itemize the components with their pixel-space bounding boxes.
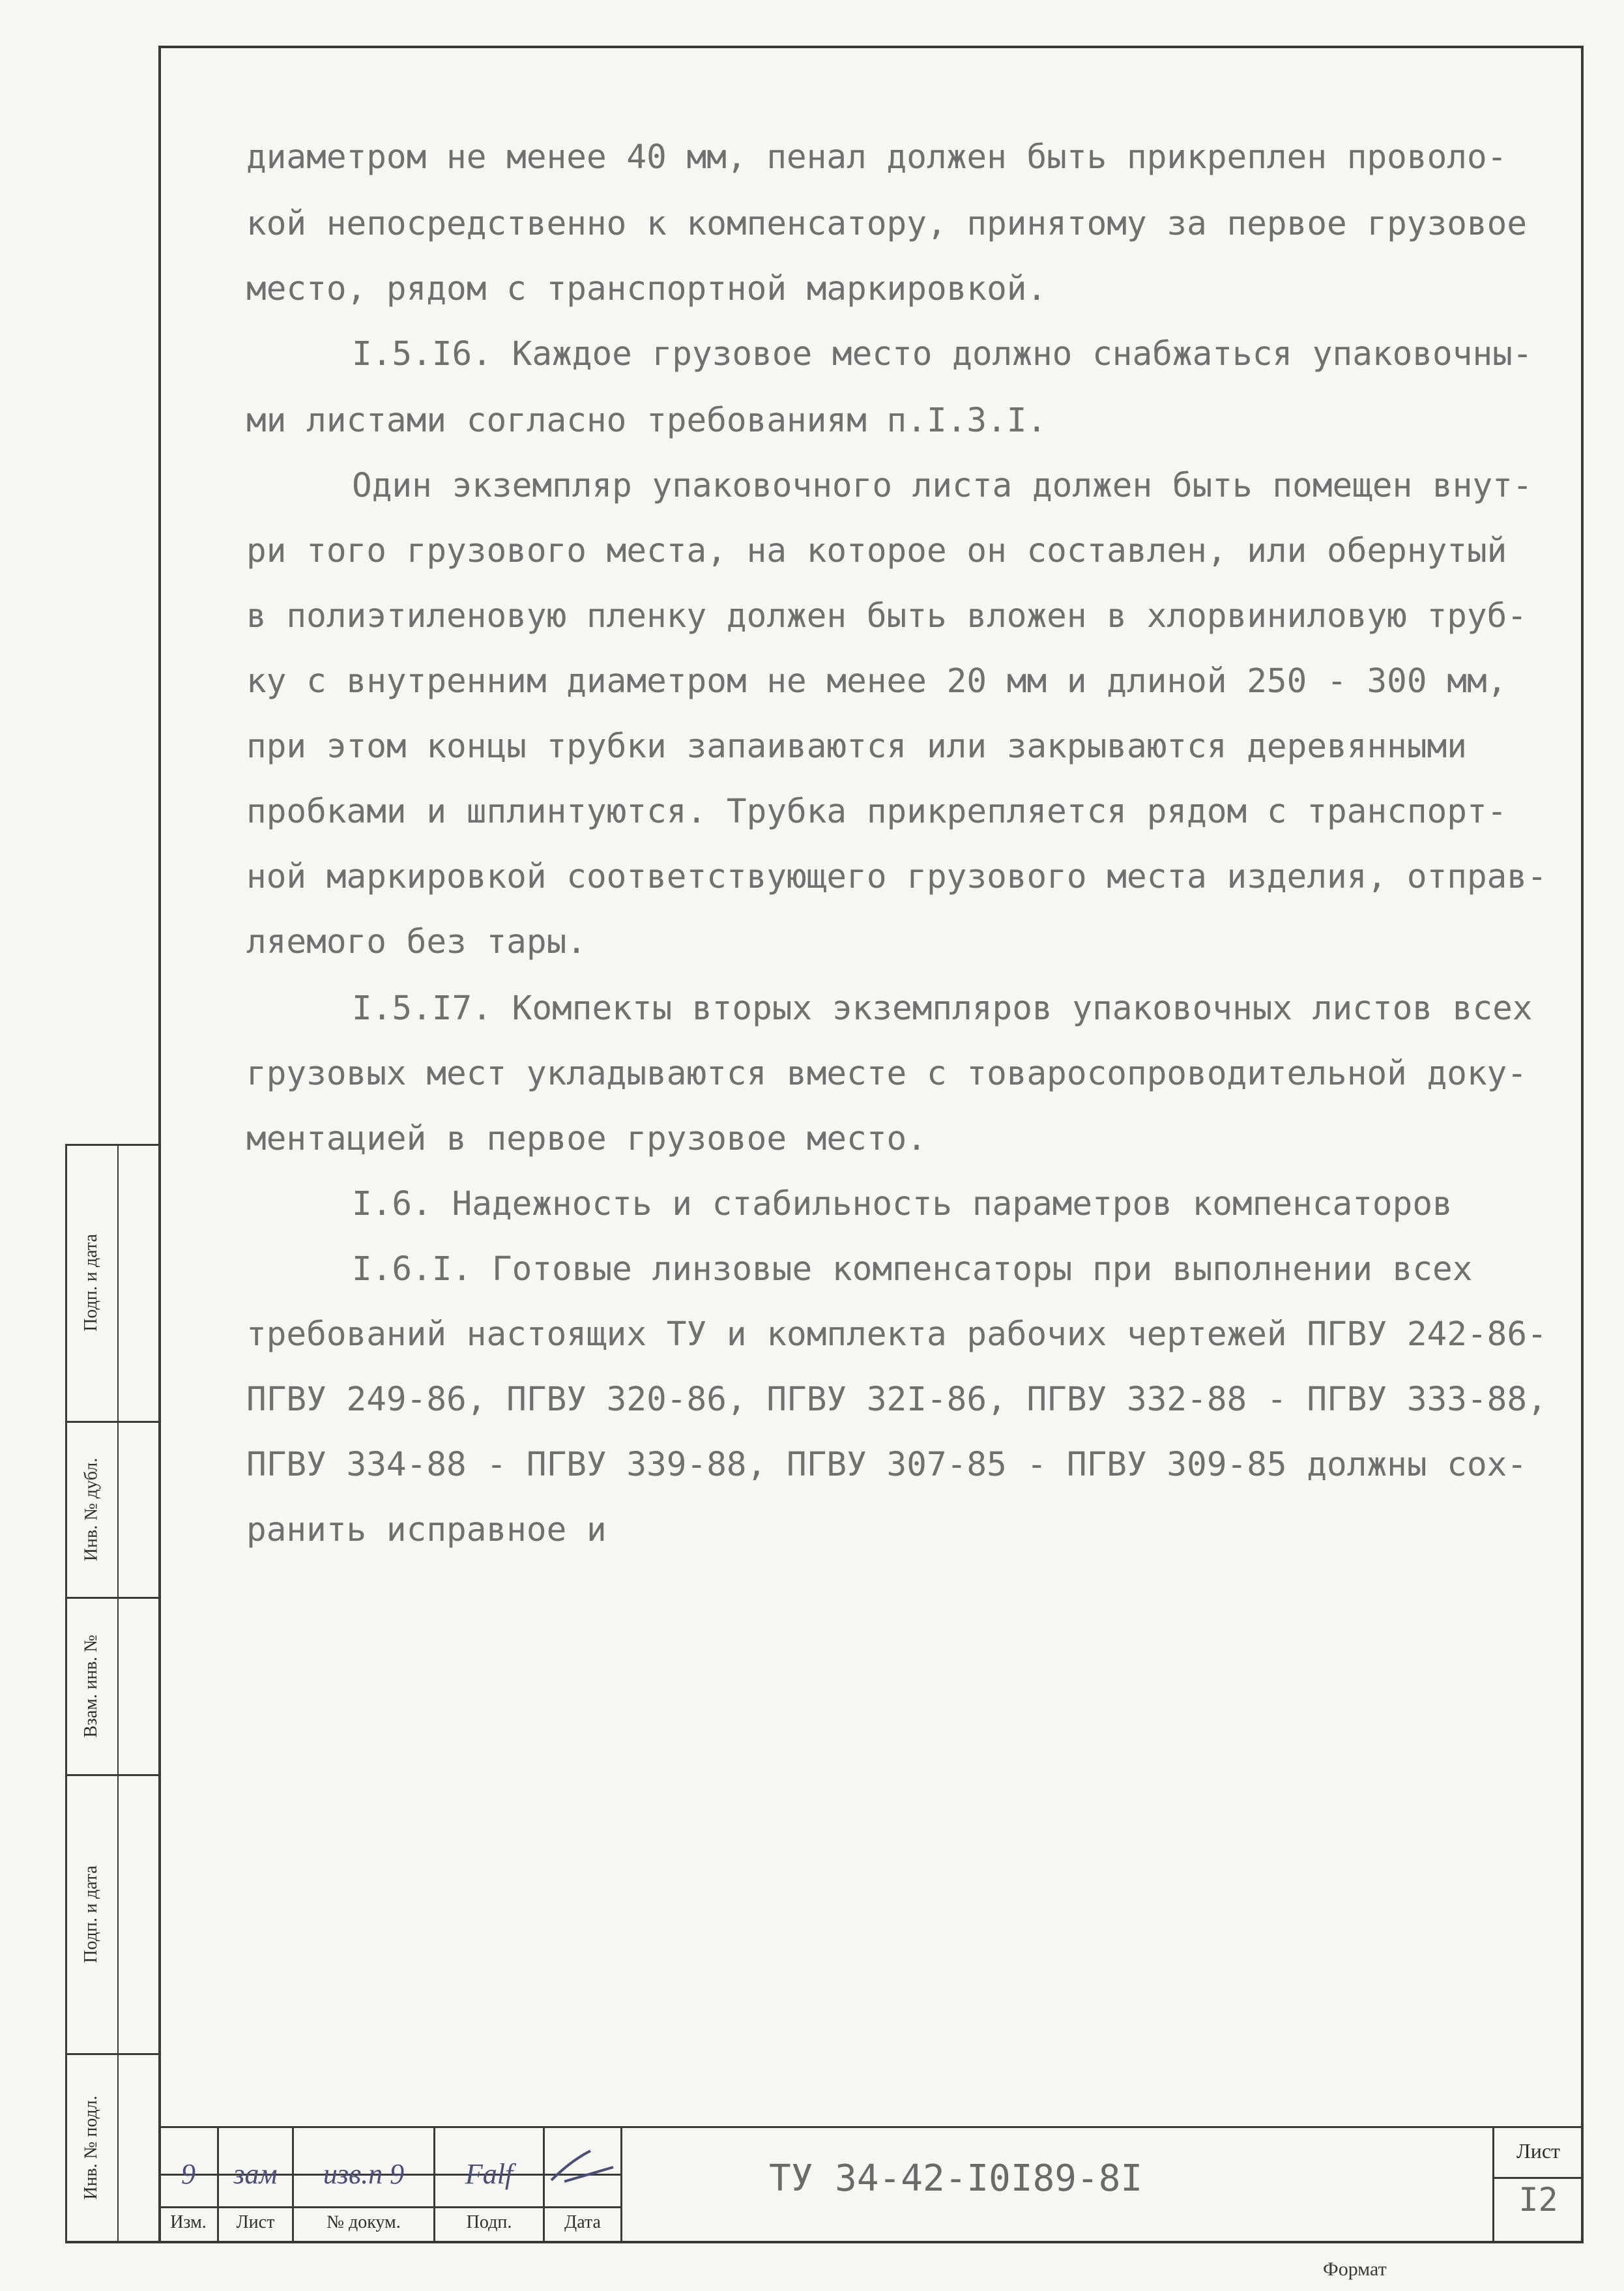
stamp-sign-list: зам xyxy=(233,2157,278,2190)
body-line: I.6. Надежность и стабильность параметров компенсаторов xyxy=(352,1185,1453,1223)
body-line: пробками и шплинтуются. Трубка прикрепляется рядом с транспорт- xyxy=(246,793,1507,831)
frame-top-border xyxy=(158,46,1584,48)
body-line: место, рядом с транспортной маркировкой. xyxy=(246,270,1047,308)
body-line: ной маркировкой соответствующего грузового места изделия, отправ- xyxy=(246,858,1547,896)
stamp-col-podp: Подп. xyxy=(466,2212,512,2232)
body-line: ку с внутренним диаметром не менее 20 мм и длиной 250 - 300 мм, xyxy=(246,662,1507,701)
side-table-divider xyxy=(117,1144,119,2242)
side-label-inv-dubl: Инв. № дубл. xyxy=(81,1457,102,1562)
stamp-sheet-sep xyxy=(1492,2177,1584,2179)
body-line: ранить исправное и xyxy=(246,1511,607,1549)
stamp-col-doc: № докум. xyxy=(326,2212,401,2232)
stamp-sign-podp: Falf xyxy=(465,2157,514,2190)
body-line: Один экземпляр упаковочного листа должен быть помещен внут- xyxy=(352,467,1533,505)
stamp-doc-code: ТУ 34-42-I0I89-8I xyxy=(769,2157,1143,2200)
signature-stroke xyxy=(545,2141,620,2187)
side-table-sep-3 xyxy=(65,1774,160,1776)
frame-right-border xyxy=(1581,46,1584,2242)
body-line: грузовых мест укладываются вместе с товаросопроводительной доку- xyxy=(246,1055,1528,1093)
body-line: в полиэтиленовую пленку должен быть вложен в хлорвиниловую труб- xyxy=(246,597,1528,635)
body-line: диаметром не менее 40 мм, пенал должен быть прикреплен проволо- xyxy=(246,138,1507,177)
body-line: ми листами согласно требованиям п.I.3.I. xyxy=(246,401,1047,440)
side-table-sep-2 xyxy=(65,1597,160,1599)
side-label-vzam-inv: Взам. инв. № xyxy=(81,1635,102,1738)
body-line: ПГВУ 334-88 - ПГВУ 339-88, ПГВУ 307-85 - ПГВУ 309-85 должны сох- xyxy=(246,1446,1528,1484)
stamp-sign-doc: изв.п 9 xyxy=(323,2157,405,2190)
stamp-col-izm: Изм. xyxy=(170,2212,207,2232)
body-line: I.6.I. Готовые линзовые компенсаторы при выполнении всех xyxy=(352,1250,1473,1289)
stamp-col-data: Дата xyxy=(564,2212,601,2232)
body-line: I.5.I6. Каждое грузовое место должно снабжаться упаковочны- xyxy=(352,335,1533,373)
body-line: ри того грузового места, на которое он составлен, или обернутый xyxy=(246,532,1507,570)
stamp-top-line xyxy=(158,2126,1584,2128)
side-label-podp-data-bottom: Подп. и дата xyxy=(81,1865,101,1963)
stamp-sheet-number: I2 xyxy=(1518,2181,1558,2219)
side-label-inv-podl: Инв. № подл. xyxy=(81,2095,102,2200)
stamp-mid-line-2-left xyxy=(158,2206,621,2208)
body-line: I.5.I7. Компекты вторых экземпляров упаковочных листов всех xyxy=(352,989,1533,1028)
stamp-col-list: Лист xyxy=(236,2212,275,2232)
body-line: требований настоящих ТУ и комплекта рабочих чертежей ПГВУ 242-86- xyxy=(246,1315,1547,1354)
body-line: при этом концы трубки запаиваются или закрываются деревянными xyxy=(246,727,1467,766)
side-table-sep-4 xyxy=(65,2053,160,2055)
stamp-col-line xyxy=(620,2126,622,2242)
side-table-top-line xyxy=(65,1144,160,1146)
side-label-podp-data-top: Подп. и дата xyxy=(81,1233,101,1332)
stamp-sheet-label: Лист xyxy=(1516,2139,1560,2163)
format-label: Формат xyxy=(1323,2258,1387,2280)
body-line: кой непосредственно к компенсатору, принятому за первое грузовое xyxy=(246,205,1528,243)
body-line: ментацией в первое грузовое место. xyxy=(246,1120,927,1158)
side-table-sep-1 xyxy=(65,1421,160,1423)
body-line: ПГВУ 249-86, ПГВУ 320-86, ПГВУ 32I-86, ПГВУ 332-88 - ПГВУ 333-88, xyxy=(246,1380,1547,1419)
stamp-sign-izm: 9 xyxy=(181,2157,196,2190)
body-line: ляемого без тары. xyxy=(246,923,587,961)
